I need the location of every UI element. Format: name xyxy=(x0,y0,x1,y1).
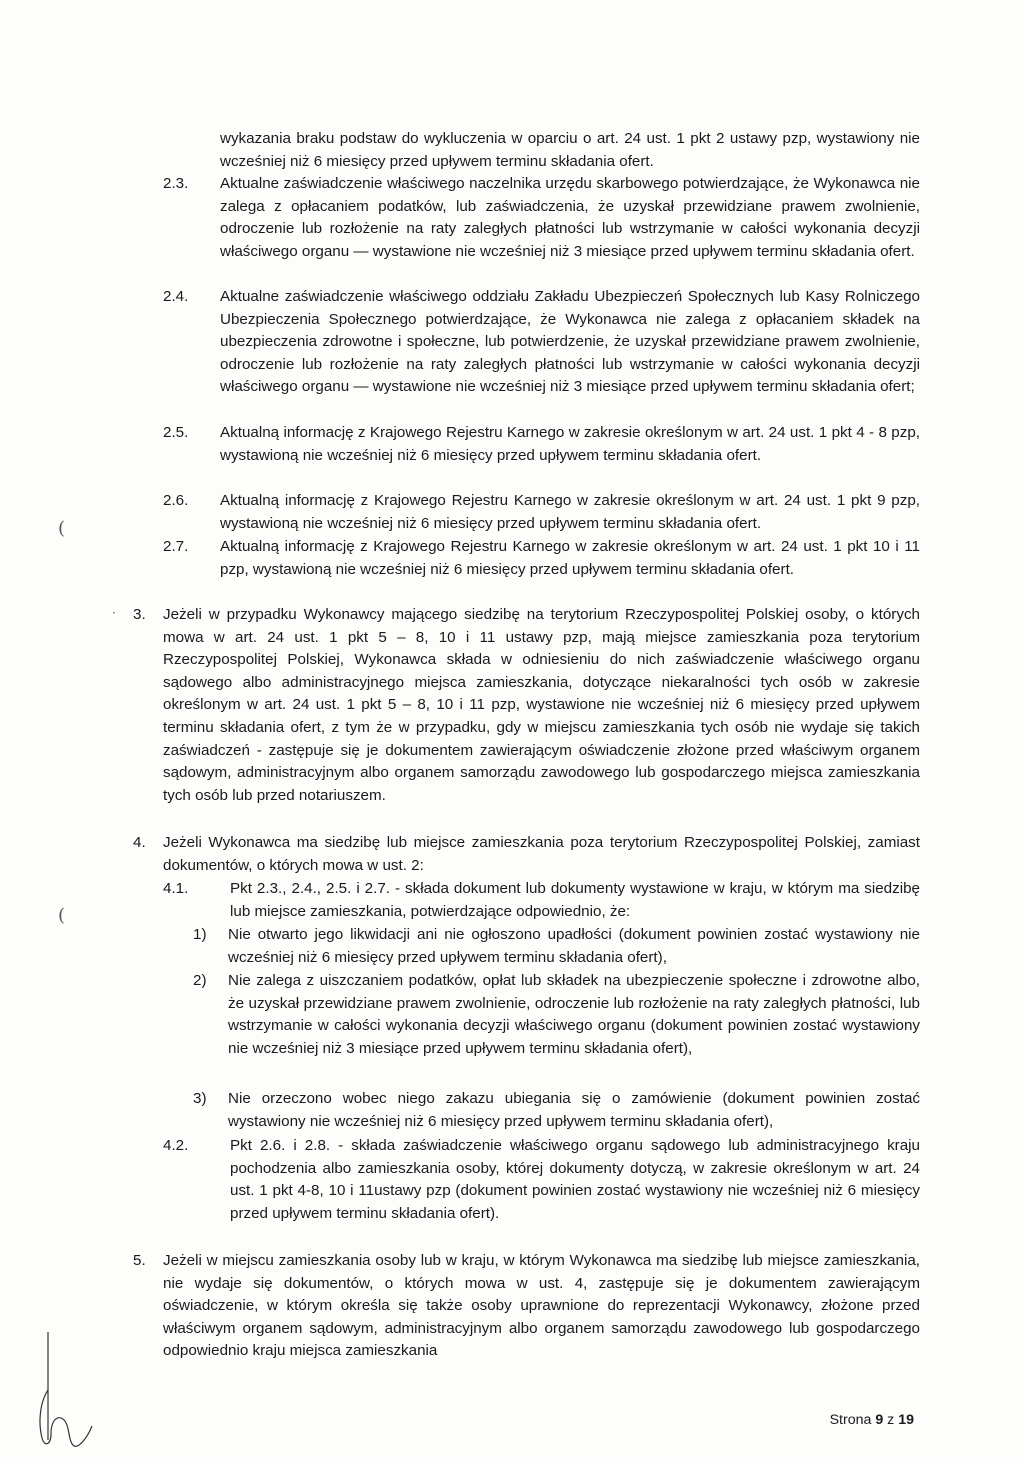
page-number-prefix: Strona xyxy=(829,1412,876,1428)
item-number: 3) xyxy=(193,1090,207,1107)
item-text: Aktualną informację z Krajowego Rejestru Karnego w zakresie określonym w art. 24 ust. 1 pkt 10 i 11 pzp, wystawioną nie wcześniej niż 6 miesięcy przed upływem terminu składania ofert. xyxy=(220,538,920,578)
page-current: 9 xyxy=(875,1412,884,1428)
item-text: Aktualne zaświadczenie właściwego naczelnika urzędu skarbowego potwierdzające, że Wykonawca nie zalega z opłacaniem podatków, lub zaświadczenia, że uzyskał przewidziane prawem zwolnienie, odroczenie lub rozłożenie na raty zaległych płatności lub wstrzymanie w całości wykonania decyzji właściwego organu — wystawione nie wcześniej niż 3 miesiące przed upływem terminu składania ofert. xyxy=(220,175,920,260)
page-number xyxy=(754,1409,914,1432)
handwritten-signature xyxy=(18,1330,108,1450)
item-number: 4. xyxy=(133,834,146,851)
item-number: 2.6. xyxy=(163,492,189,509)
margin-mark: ( xyxy=(58,518,66,539)
item-text: Aktualną informację z Krajowego Rejestru Karnego w zakresie określonym w art. 24 ust. 1 pkt 9 pzp, wystawioną nie wcześniej niż 6 miesięcy przed upływem terminu składania ofert. xyxy=(220,492,920,532)
item-text: Nie zalega z uiszczaniem podatków, opłat lub składek na ubezpieczenie społeczne i zdrowotne albo, że uzyskał przewidziane prawem zwolnienie, odroczenie lub rozłożenie na raty zaległych płatności, lub wstrzymanie w całości wykonania decyzji właściwego organu (dokument powinien zostać wystawiony nie wcześniej niż 3 miesiące przed upływem terminu składania ofert), xyxy=(228,972,920,1057)
paragraph-text: wykazania braku podstaw do wykluczenia w oparciu o art. 24 ust. 1 pkt 2 ustawy pzp, wystawiony nie wcześniej niż 6 miesięcy przed upływem terminu składania ofert. xyxy=(220,130,920,170)
item-text: Aktualną informację z Krajowego Rejestru Karnego w zakresie określonym w art. 24 ust. 1 pkt 4 - 8 pzp, wystawioną nie wcześniej niż 6 miesięcy przed upływem terminu składania ofert. xyxy=(220,424,920,464)
item-number: 4.1. xyxy=(163,880,189,897)
item-number: 3. xyxy=(133,606,146,623)
item-number: 5. xyxy=(133,1252,146,1269)
item-text: Pkt 2.6. i 2.8. - składa zaświadczenie właściwego organu sądowego lub administracyjnego kraju pochodzenia albo zamieszkania osoby, której dokumenty dotyczą, w zakresie określonym w art. 24 ust. 1 pkt 4-8, 10 i 11ustawy pzp (dokument powinien zostać wystawiony nie wcześniej niż 6 miesięcy przed upływem terminu składania ofert). xyxy=(230,1137,920,1222)
item-number: 2.5. xyxy=(163,424,189,441)
item-number: 4.2. xyxy=(163,1137,189,1154)
item-text: Jeżeli w miejscu zamieszkania osoby lub w kraju, w którym Wykonawca ma siedzibę lub miejsce zamieszkania, nie wydaje się dokumentów, o których mowa w ust. 4, zastępuje się je dokumentem zawierającym oświadczenie, w którym określa się także osoby uprawnione do reprezentacji Wykonawcy, złożone przed właściwym organem sądowym, administracyjnym albo organem samorządu zawodowego lub gospodarczego odpowiednio kraju miejsca zamieszkania xyxy=(163,1252,920,1360)
item-text: Pkt 2.3., 2.4., 2.5. i 2.7. - składa dokument lub dokumenty wystawione w kraju, w którym ma siedzibę lub miejsce zamieszkania, potwierdzające odpowiednio, że: xyxy=(230,880,920,920)
item-text: Nie orzeczono wobec niego zakazu ubiegania się o zamówienie (dokument powinien zostać wystawiony nie wcześniej niż 6 miesięcy przed upływem terminu składania ofert), xyxy=(228,1090,920,1130)
item-number: 2.4. xyxy=(163,288,189,305)
margin-mark: ( xyxy=(58,905,66,926)
item-text: Nie otwarto jego likwidacji ani nie ogłoszono upadłości (dokument powinien zostać wystawiony nie wcześniej niż 6 miesięcy przed upływem terminu składania ofert), xyxy=(228,926,920,966)
item-number: 2.7. xyxy=(163,538,189,555)
page-total: 19 xyxy=(898,1412,914,1428)
item-number: 1) xyxy=(193,926,207,943)
item-number: 2) xyxy=(193,972,207,989)
item-text: Jeżeli Wykonawca ma siedzibę lub miejsce zamieszkania poza terytorium Rzeczypospolitej Polskiej, zamiast dokumentów, o których mowa w ust. 2: xyxy=(163,834,920,874)
page-number-mid: z xyxy=(883,1412,899,1428)
item-text: Jeżeli w przypadku Wykonawcy mającego siedzibę na terytorium Rzeczypospolitej Polskiej osoby, o których mowa w art. 24 ust. 1 pkt 5 – 8, 10 i 11 ustawy pzp, mają miejsce zamieszkania poza terytorium Rzeczypospolitej Polskiej, Wykonawca składa w odniesieniu do nich zaświadczenie właściwego organu sądowego albo administracyjnego miejsca zamieszkania, dotyczące niekaralności tych osób w zakresie określonym w art. 24 ust. 1 pkt 5 – 8, 10 i 11 pzp, wystawione nie wcześniej niż 6 miesięcy przed upływem terminu składania ofert, z tym że w przypadku, gdy w miejscu zamieszkania tych osób nie wydaje się takich zaświadczeń - zastępuje się je dokumentem zawierającym oświadczenie złożone przed właściwym organem sądowym, administracyjnym albo organem samorządu zawodowego lub gospodarczego miejsca zamieszkania tych osób lub przed notariuszem. xyxy=(163,606,920,804)
margin-dot: · xyxy=(112,606,116,620)
item-number: 2.3. xyxy=(163,175,189,192)
item-text: Aktualne zaświadczenie właściwego oddziału Zakładu Ubezpieczeń Społecznych lub Kasy Rolniczego Ubezpieczenia Społecznego potwierdzające, że Wykonawca nie zalega z opłacaniem składek na ubezpieczenia zdrowotne i społeczne, lub potwierdzenie, że uzyskał przewidziane prawem zwolnienie, odroczenie lub rozłożenie na raty zaległych płatności lub wstrzymanie w całości wykonania decyzji właściwego organu — wystawione nie wcześniej niż 3 miesiące przed upływem terminu składania ofert; xyxy=(220,288,920,396)
